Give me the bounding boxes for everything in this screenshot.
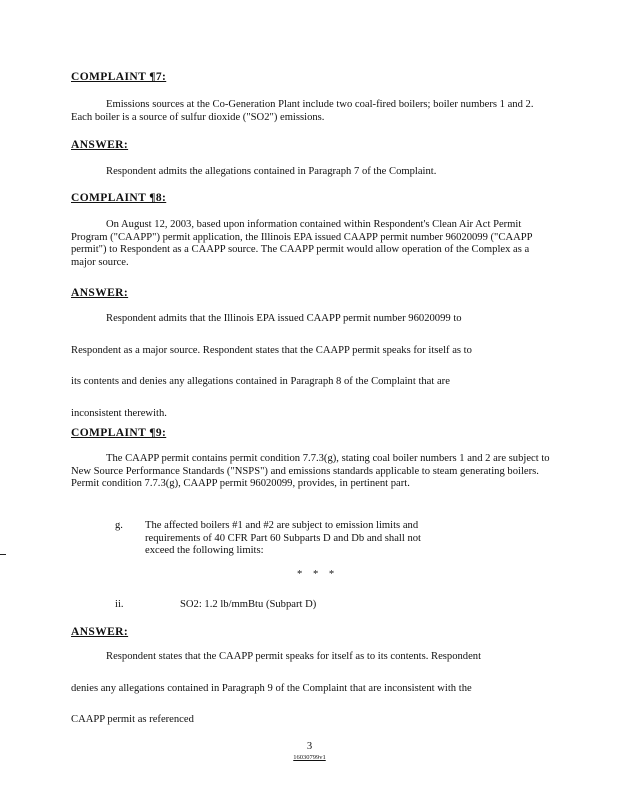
quote-label-g: g. (115, 520, 123, 531)
complaint-7-text: Emissions sources at the Co-Generation Plant include two coal-fired boilers; boiler numbers 1 and 2. Each boiler is a source of sulfur dioxide ("SO2") emissions. (71, 99, 534, 123)
complaint-8-heading: COMPLAINT ¶8: (71, 192, 167, 204)
quote-ellipsis-stars: * * * (297, 569, 339, 580)
complaint-8-text: On August 12, 2003, based upon information contained within Respondent's Clean Air Act Permit Program ("CAAPP") permit application, the Illinois EPA issued CAAPP permit number 96020099 ("CAAPP permit") to Respondent as a CAAPP source. The CAAPP permit would allow operation of the Complex as a major source. (71, 219, 533, 268)
answer-7-text: Respondent admits the allegations contained in Paragraph 7 of the Complaint. (106, 166, 437, 177)
margin-mark (0, 554, 6, 555)
answer-8-line-4: inconsistent therewith. (71, 408, 167, 419)
complaint-9-text: The CAAPP permit contains permit condition 7.7.3(g), stating coal boiler numbers 1 and 2 are subject to New Source Performance Standards ("NSPS") and emissions standards applicable to steam generating boilers. Permit condition 7.7.3(g), CAAPP permit 96020099, provides, in pertinent part. (71, 453, 550, 489)
answer-8-line-1: Respondent admits that the Illinois EPA issued CAAPP permit number 96020099 to (106, 313, 462, 324)
answer-9-line-3: CAAPP permit as referenced (71, 714, 194, 725)
quote-text-ii: SO2: 1.2 lb/mmBtu (Subpart D) (180, 599, 317, 610)
document-id: 16030799v1 (293, 754, 326, 761)
answer-8-heading: ANSWER: (71, 287, 129, 299)
quote-label-ii: ii. (115, 599, 124, 610)
quote-text-g: The affected boilers #1 and #2 are subject to emission limits and requirements of 40 CFR Part 60 Subparts D and Db and shall not exceed the following limits: (145, 520, 421, 556)
answer-8-line-2: Respondent as a major source. Respondent states that the CAAPP permit speaks for itself as to (71, 345, 472, 356)
answer-7-heading: ANSWER: (71, 139, 129, 151)
answer-9-line-2: denies any allegations contained in Paragraph 9 of the Complaint that are inconsistent with the (71, 683, 472, 694)
answer-9-line-1: Respondent states that the CAAPP permit speaks for itself as to its contents. Respondent (106, 651, 482, 662)
complaint-9-heading: COMPLAINT ¶9: (71, 427, 167, 439)
answer-9-heading: ANSWER: (71, 626, 129, 638)
complaint-7-heading: COMPLAINT ¶7: (71, 71, 167, 83)
page-number: 3 (306, 741, 313, 752)
answer-8-line-3: its contents and denies any allegations contained in Paragraph 8 of the Complaint that are (71, 376, 450, 387)
